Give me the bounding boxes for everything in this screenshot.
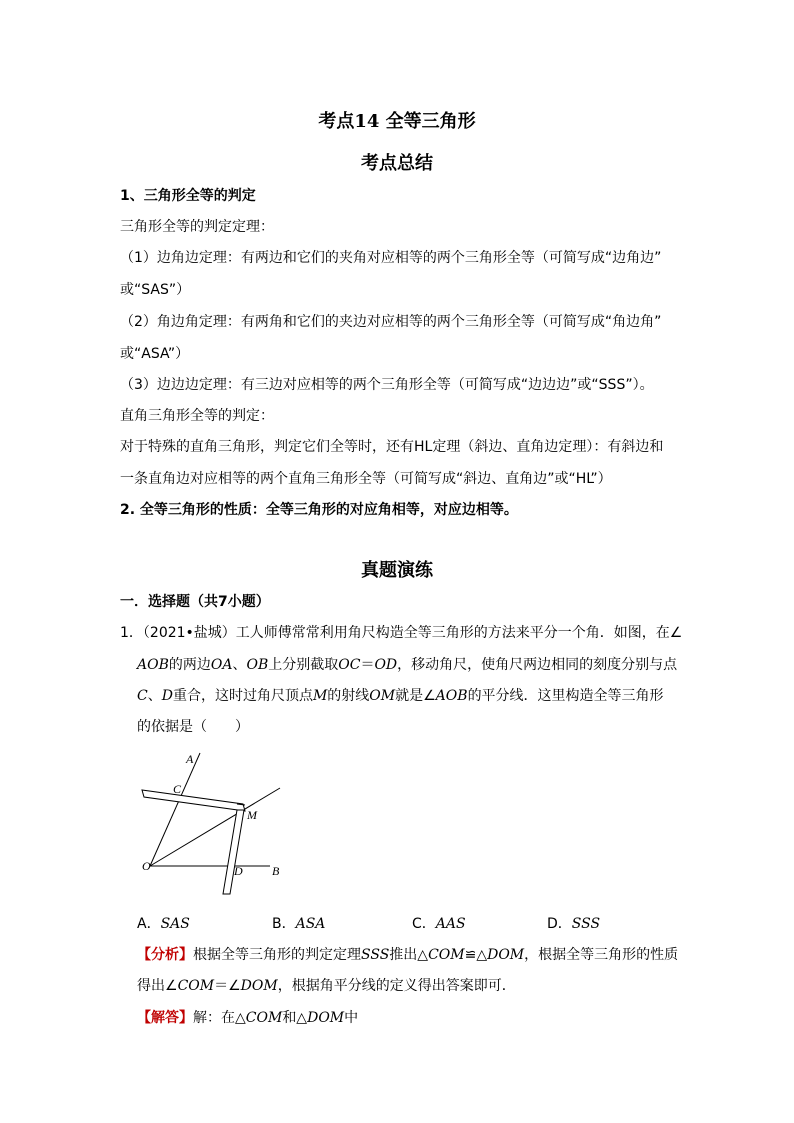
math-variable: AOB [137,657,169,673]
text-run: ，根据全等三角形的性质 [524,947,679,963]
heading-congruence-properties: 2. 全等三角形的性质：全等三角形的对应角相等，对应边相等。 [120,502,518,518]
text-run: 得出∠ [137,978,178,994]
analysis-tag: 【分析】 [137,947,193,963]
math-variable: OD [374,657,398,673]
section-title-practice: 真题演练 [361,560,433,581]
paragraph: （1）边角边定理：有两边和它们的夹角对应相等的两个三角形全等（可简写成“边角边” [120,250,662,266]
point-label-d: D [234,864,243,878]
text-run: 中 [344,1010,359,1026]
point-label-a: A [186,752,194,766]
text-run: 的平分线．这里构造全等三角形 [467,688,664,704]
section-heading-choice: 一．选择题（共7小题） [120,594,270,610]
option-value: AAS [435,916,466,932]
text-run: 重合，这时过角尺顶点 [172,688,313,704]
text-run: ，移动角尺，使角尺两边相同的刻度分别与点 [397,657,678,673]
math-variable: OC [338,657,361,673]
paragraph: 或“SAS”） [120,282,191,298]
paragraph: 对于特殊的直角三角形，判定它们全等时，还有HL定理（斜边、直角边定理）：有斜边和 [120,439,664,455]
text-run: ，根据角平分线的定义得出答案即可． [277,978,516,994]
angle-bisector-figure [130,748,300,898]
answer-line [137,1009,358,1027]
text-run: ≌△ [464,947,488,963]
paragraph: （2）角边角定理：有两角和它们的夹边对应相等的两个三角形全等（可简写成“角边角” [120,314,662,330]
question-text [137,687,664,705]
analysis-line [137,977,516,995]
option-letter: A． [137,916,161,932]
analysis-text [193,947,678,963]
heading-congruence-criteria: 1、三角形全等的判定 [120,188,256,204]
math-variable: OA [210,657,233,673]
option-a[interactable] [137,915,190,933]
text-run: 上分别截取 [268,657,339,673]
math-variable: OM [369,688,396,704]
point-label-o: O [142,859,151,873]
math-variable: COM [245,1010,283,1026]
option-letter: B． [272,916,296,932]
text-run: 、 [147,688,162,704]
answer-text [193,1010,358,1026]
math-variable: DOM [307,1010,345,1026]
point-label-m: M [247,808,257,822]
question-text [137,656,677,674]
math-variable: D [161,688,173,704]
paragraph: 或“ASA”） [120,346,190,362]
paragraph: 直角三角形全等的判定： [120,408,274,424]
math-variable: COM [428,947,465,963]
text-run: 解：在△ [193,1010,246,1026]
paragraph: 三角形全等的判定定理： [120,219,274,235]
math-variable: OB [246,657,269,673]
point-label-c: C [173,782,182,796]
paragraph: （3）边边边定理：有三边对应相等的两个三角形全等（可简写成“边边边”或“SSS”）。 [120,377,654,393]
text-run: 和△ [282,1010,308,1026]
question-text: 1．（2021•盐城）工人师傅常常利用角尺构造全等三角形的方法来平分一个角．如图，在∠ [120,625,683,641]
answer-tag: 【解答】 [137,1010,193,1026]
option-value: SSS [571,916,601,932]
option-letter: C． [412,916,436,932]
text-run: ＝∠ [214,978,241,994]
option-c[interactable] [412,915,466,933]
math-variable: DOM [487,947,525,963]
math-variable: DOM [240,978,278,994]
page-title: 考点14 全等三角形 [318,111,476,132]
paragraph: 一条直角边对应相等的两个直角三角形全等（可简写成“斜边、直角边”或“HL”） [120,471,612,487]
option-value: ASA [295,916,326,932]
text-run: 的射线 [327,688,370,704]
math-variable: COM [177,978,215,994]
text-run: ＝ [360,657,375,673]
text-run: 的两边 [168,657,211,673]
section-title-summary: 考点总结 [361,153,433,174]
text-run: 、 [232,657,247,673]
analysis-line [137,946,678,964]
math-variable: AOB [435,688,468,704]
text-run: 推出△ [389,947,429,963]
text-run: 就是∠ [395,688,436,704]
text-run: 根据全等三角形的判定定理 [193,947,361,963]
point-label-b: B [272,864,280,878]
option-letter: D． [547,916,572,932]
option-b[interactable] [272,915,325,933]
math-variable: C [137,688,148,704]
math-variable: M [312,688,328,704]
question-text: 的依据是（ ） [137,719,249,735]
math-variable: SSS [361,947,390,963]
option-value: SAS [160,916,190,932]
option-d[interactable] [547,915,600,933]
